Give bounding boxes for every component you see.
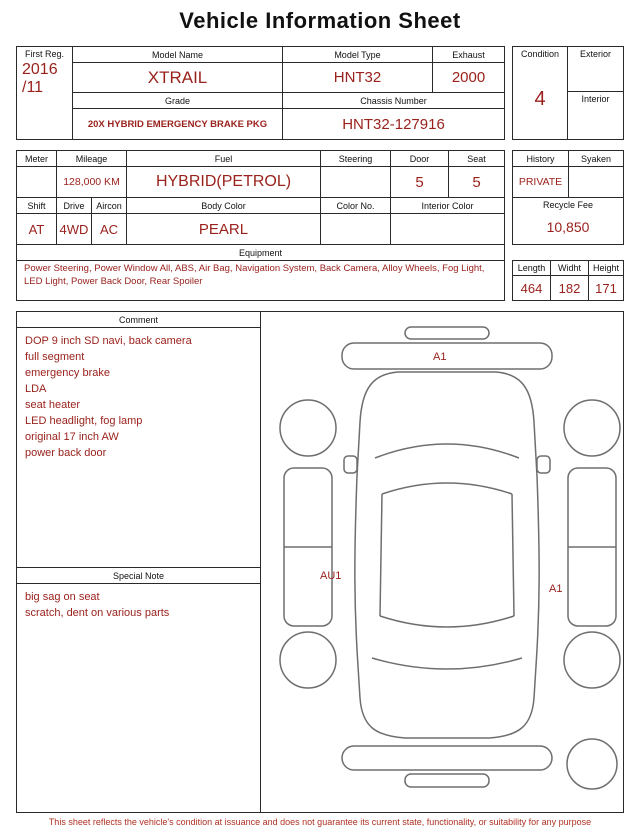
chassis-number-value: HNT32-127916	[283, 109, 505, 140]
door-value: 5	[391, 167, 449, 198]
special-note-box	[17, 568, 260, 812]
shift-label: Shift	[17, 198, 57, 214]
body-color-label: Body Color	[127, 198, 321, 214]
recycle-fee-label: Recycle Fee	[542, 200, 594, 210]
damage-diagram-area	[261, 312, 623, 812]
mileage-value: 128,000 KM	[57, 167, 127, 198]
front-left-wheel	[280, 400, 336, 456]
aircon-label: Aircon	[92, 198, 127, 214]
exterior-label: Exterior	[579, 49, 611, 59]
rear-left-wheel	[280, 632, 336, 688]
color-no-label: Color No.	[321, 198, 391, 214]
door-label: Door	[391, 151, 449, 167]
front-right-wheel	[564, 400, 620, 456]
comment-line: LDA	[25, 382, 47, 395]
grade-label: Grade	[73, 93, 283, 109]
front-bumper-damage-label: A1	[433, 351, 447, 363]
comment-line: DOP 9 inch SD navi, back camera	[25, 335, 192, 347]
comment-header: Comment	[17, 312, 260, 328]
comment-line: full segment	[25, 350, 85, 363]
dimensions-table	[512, 260, 624, 301]
roof-left-line	[380, 494, 382, 616]
chassis-number-label: Chassis Number	[283, 93, 505, 109]
history-value: PRIVATE	[513, 167, 569, 198]
condition-label: Condition	[520, 49, 560, 59]
condition-value: 4	[534, 87, 546, 110]
registration-table	[16, 46, 505, 140]
specs-tables-row	[16, 150, 624, 301]
first-reg-label: First Reg.	[24, 49, 64, 59]
first-reg-value	[17, 59, 72, 139]
syaken-value-empty	[569, 167, 624, 198]
comment-line: power back door	[25, 446, 107, 459]
fuel-label: Fuel	[127, 151, 321, 167]
recycle-fee-cell	[513, 198, 624, 245]
condition-cell	[513, 47, 568, 140]
comment-body	[17, 328, 260, 468]
syaken-label: Syaken	[569, 151, 624, 167]
fuel-value: HYBRID(PETROL)	[127, 167, 321, 198]
rear-bumper-shape	[342, 746, 552, 770]
recycle-fee-value: 10,850	[546, 219, 590, 235]
roof-strip-shape	[405, 327, 489, 339]
rear-window-line	[380, 616, 514, 627]
interior-color-label: Interior Color	[391, 198, 505, 214]
width-value: 182	[551, 276, 589, 301]
steering-value-empty	[321, 167, 391, 198]
car-diagram	[278, 326, 623, 804]
model-name-value: XTRAIL	[73, 63, 283, 93]
right-side-damage-label: A1	[549, 583, 563, 595]
model-type-value: HNT32	[283, 63, 433, 93]
page-title: Vehicle Information Sheet	[179, 8, 461, 33]
first-reg-year: 2016	[22, 61, 58, 78]
comment-line: emergency brake	[25, 366, 110, 379]
exhaust-label: Exhaust	[433, 47, 505, 63]
seat-value: 5	[449, 167, 505, 198]
rear-strip-shape	[405, 774, 489, 787]
exhaust-value: 2000	[433, 63, 505, 93]
drive-value: 4WD	[57, 214, 92, 245]
drive-label: Drive	[57, 198, 92, 214]
color-no-value-empty	[321, 214, 391, 245]
rear-right-wheel	[564, 632, 620, 688]
body-color-value: PEARL	[127, 214, 321, 245]
steering-label: Steering	[321, 151, 391, 167]
first-reg-cell	[17, 47, 73, 140]
specs-right-stack	[512, 150, 624, 301]
length-label: Length	[513, 261, 551, 276]
first-reg-month: /11	[22, 78, 44, 96]
height-label: Height	[589, 261, 624, 276]
interior-label: Interior	[581, 94, 610, 104]
shift-value: AT	[17, 214, 57, 245]
special-note-header: Special Note	[17, 568, 260, 584]
comment-line: seat heater	[25, 398, 81, 411]
meter-label: Meter	[17, 151, 57, 167]
notes-column	[17, 312, 261, 812]
windshield-line	[375, 444, 519, 458]
specs-table	[16, 150, 505, 301]
bottom-section	[16, 311, 624, 813]
special-note-line: big sag on seat	[25, 591, 100, 603]
roof-right-line	[512, 494, 514, 616]
exterior-cell	[568, 47, 624, 92]
special-note-body	[17, 584, 260, 628]
condition-table	[512, 46, 624, 140]
equipment-value: Power Steering, Power Window All, ABS, Air Bag, Navigation System, Back Camera, Alloy Wheels, Fog Light, LED Light, Power Back Door, Rear Spoiler	[17, 261, 505, 301]
special-note-line: scratch, dent on various parts	[25, 606, 170, 619]
width-label: Widht	[551, 261, 589, 276]
mileage-label: Mileage	[57, 151, 127, 167]
trunk-line	[372, 658, 522, 669]
spare-wheel-shape	[567, 739, 617, 789]
meter-value-empty	[17, 167, 57, 198]
right-mirror-shape	[537, 456, 550, 473]
length-value: 464	[513, 276, 551, 301]
comment-box	[17, 312, 260, 568]
history-recycle-table	[512, 150, 624, 245]
front-bumper-shape	[342, 343, 552, 369]
disclaimer-text: This sheet reflects the vehicle's condition at issuance and does not guarantee its current state, functionality, or suitability for any purpose	[48, 817, 592, 827]
interior-cell	[568, 92, 624, 140]
left-side-damage-label: AU1	[320, 570, 342, 582]
model-type-label: Model Type	[283, 47, 433, 63]
grade-value: 20X HYBRID EMERGENCY BRAKE PKG	[73, 109, 283, 140]
equipment-label: Equipment	[17, 245, 505, 261]
comment-line: original 17 inch AW	[25, 430, 119, 443]
model-name-label: Model Name	[73, 47, 283, 63]
interior-color-value-empty	[391, 214, 505, 245]
roof-front-line	[382, 483, 512, 494]
comment-line: LED headlight, fog lamp	[25, 414, 143, 427]
seat-label: Seat	[449, 151, 505, 167]
car-body-outline	[355, 372, 539, 738]
aircon-value: AC	[92, 214, 127, 245]
top-tables-row	[16, 46, 624, 140]
history-label: History	[513, 151, 569, 167]
height-value: 171	[589, 276, 624, 301]
left-mirror-shape	[344, 456, 357, 473]
